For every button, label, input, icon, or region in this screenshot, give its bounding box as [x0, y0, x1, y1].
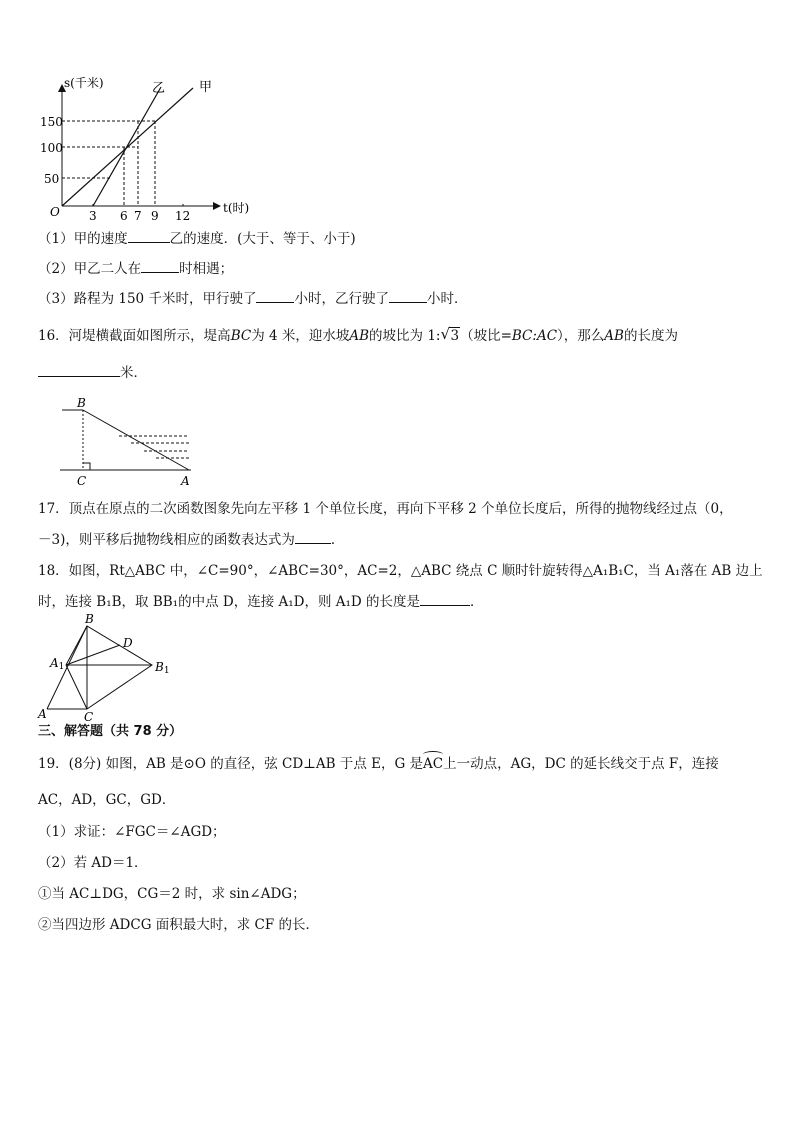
- y-axis-label: s(千米): [64, 76, 104, 90]
- answer-blank[interactable]: [128, 228, 170, 243]
- x-tick-7: 7: [134, 209, 142, 223]
- y-tick-50: 50: [44, 172, 60, 186]
- y-tick-100: 100: [40, 141, 63, 155]
- arc-ac: AC: [423, 756, 444, 772]
- point-b1: B1: [155, 660, 170, 676]
- q19-line2: AC，AD，GC，GD．: [38, 792, 176, 808]
- point-c: C: [84, 710, 94, 724]
- q17-line2: －3)，则平移后抛物线相应的函数表达式为 ．: [38, 529, 344, 550]
- q19-part2: （2）若 AD＝1．: [38, 855, 148, 871]
- sqrt-3: √ 3: [440, 326, 460, 346]
- point-a: A: [181, 474, 190, 488]
- q15-part3: （3）路程为 150 千米时，甲行驶了 小时，乙行驶了 小时．: [38, 288, 467, 309]
- rotation-figure: [34, 612, 184, 724]
- q16-answer-line: 米．: [38, 362, 147, 383]
- point-b: B: [77, 396, 86, 410]
- answer-blank[interactable]: [141, 258, 179, 273]
- x-tick-6: 6: [120, 209, 128, 223]
- slope-ab: [83, 410, 189, 470]
- answer-blank[interactable]: [389, 288, 427, 303]
- section-heading: 三、解答题（共 78 分）: [38, 724, 183, 739]
- q18-line1: 18．如图，Rt△ABC 中，∠C=90°，∠ABC=30°，AC=2，△ABC 绕点 C 顺时针旋转得△A₁B₁C，当 A₁落在 AB 边上: [38, 563, 763, 579]
- point-c: C: [77, 474, 87, 488]
- q17-line1: 17．顶点在原点的二次函数图象先向左平移 1 个单位长度，再向下平移 2 个单位长度后，所得的抛物线经过点（0，: [38, 501, 733, 517]
- point-a: A: [38, 707, 47, 721]
- answer-blank[interactable]: [256, 288, 294, 303]
- label-yi: 乙: [152, 81, 166, 96]
- line-jia: [62, 88, 193, 206]
- x-axis-label: t(时): [223, 201, 250, 215]
- q18-line2: 时，连接 B₁B，取 BB₁的中点 D，连接 A₁D，则 A₁D 的长度是 ．: [38, 591, 484, 612]
- x-tick-9: 9: [151, 209, 159, 223]
- answer-blank[interactable]: [295, 529, 331, 544]
- q19-part1: （1）求证：∠FGC＝∠AGD；: [38, 824, 226, 840]
- answer-blank[interactable]: [38, 362, 120, 377]
- q16-text: 16．河堤横截面如图所示，堤高BC为 4 米，迎水坡AB的坡比为 1:√ 3（坡比=BC:AC），那么AB的长度为: [38, 326, 678, 346]
- answer-blank[interactable]: [420, 591, 470, 606]
- q15-part1: （1）甲的速度 乙的速度．(大于、等于、小于): [38, 228, 356, 249]
- point-d: D: [123, 636, 133, 650]
- x-tick-12: 12: [175, 209, 191, 223]
- x-tick-3: 3: [89, 209, 97, 223]
- y-tick-150: 150: [40, 115, 63, 129]
- origin-label: O: [50, 205, 60, 219]
- q19-sub1: ①当 AC⊥DG，CG＝2 时，求 sin∠ADG；: [38, 886, 306, 902]
- embankment-figure: [55, 396, 205, 488]
- point-a1: A1: [50, 656, 65, 672]
- point-b: B: [85, 612, 94, 626]
- label-jia: 甲: [199, 80, 213, 95]
- q19-line1: 19．(8分) 如图，AB 是⊙O 的直径，弦 CD⊥AB 于点 E，G 是AC上一动点，AG，DC 的延长线交于点 F，连接: [38, 756, 719, 772]
- q15-part2: （2）甲乙二人在 时相遇；: [38, 258, 233, 279]
- q19-sub2: ②当四边形 ADCG 面积最大时，求 CF 的长．: [38, 917, 320, 933]
- distance-time-graph: [40, 75, 250, 225]
